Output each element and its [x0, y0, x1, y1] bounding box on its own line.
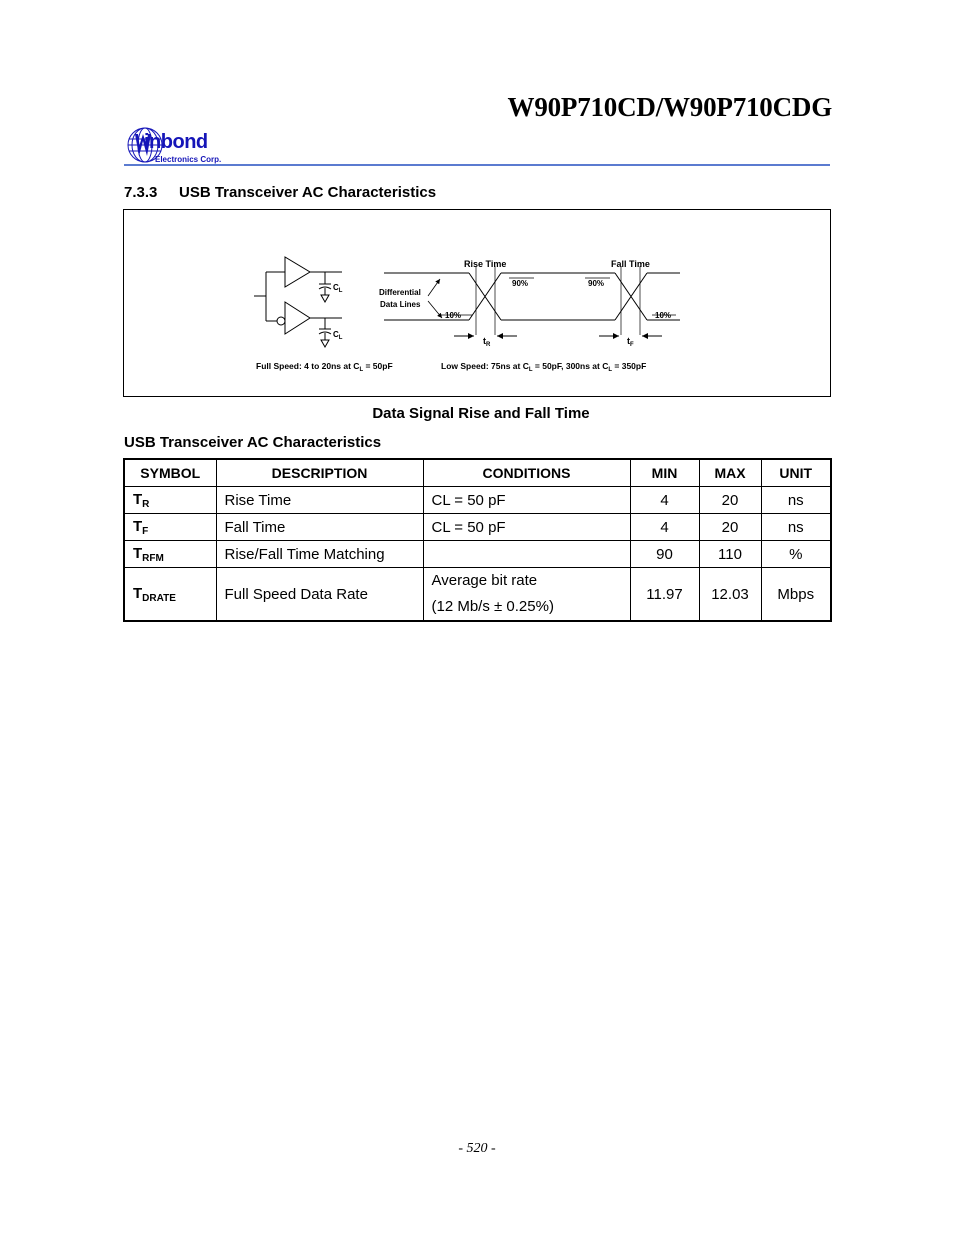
table-header-row [124, 459, 831, 487]
logo-wordmark: inbond [144, 131, 208, 153]
description-cell: Fall Time [216, 514, 423, 541]
table-row [124, 487, 831, 514]
waveform-lines [384, 273, 680, 320]
col-header-symbol: SYMBOL [124, 459, 216, 487]
conditions-cell: CL = 50 pF [423, 487, 630, 514]
cap-label-top: $C_L$ [333, 283, 343, 294]
min-cell: 90 [630, 541, 699, 568]
unit-cell: Mbps [761, 568, 831, 622]
tr-label: $t_R$ [483, 336, 491, 348]
unit-cell: % [761, 541, 831, 568]
col-header-description: DESCRIPTION [216, 459, 423, 487]
description-cell: Full Speed Data Rate [216, 568, 423, 622]
col-header-max: MAX [699, 459, 761, 487]
conditions-cell [423, 568, 630, 622]
symbol-cell: $T_{RFM}$ [124, 541, 216, 568]
description-cell: Rise Time [216, 487, 423, 514]
table-row [124, 568, 831, 622]
diff-lines-label-1: Differential [379, 288, 421, 297]
col-header-conditions: CONDITIONS [423, 459, 630, 487]
logo-subtitle: Electronics Corp. [155, 155, 222, 164]
fall-time-label: Fall Time [611, 259, 650, 269]
max-cell: 20 [699, 487, 761, 514]
min-cell: 4 [630, 487, 699, 514]
section-heading [124, 184, 436, 201]
symbol-cell: $T_R$ [124, 487, 216, 514]
max-cell: 20 [699, 514, 761, 541]
col-header-min: MIN [630, 459, 699, 487]
max-cell: 110 [699, 541, 761, 568]
diff-pointer-arrows [428, 279, 442, 318]
table-row [124, 541, 831, 568]
ac-characteristics-table [123, 458, 832, 622]
page-number: - 520 - [458, 1141, 496, 1156]
conditions-line-2: (12 Mb/s ± 0.25%) [431, 598, 554, 615]
conditions-cell [423, 541, 630, 568]
conditions-line-1: Average bit rate [431, 572, 538, 589]
unit-cell: ns [761, 514, 831, 541]
description-cell: Rise/Fall Time Matching [216, 541, 423, 568]
section-number: 7.3.3 [124, 184, 158, 201]
table-heading: USB Transceiver AC Characteristics [124, 434, 382, 451]
rise-time-label: Rise Time [464, 259, 507, 269]
cap-label-bottom: $C_L$ [333, 330, 343, 341]
full-speed-note: Full Speed: 4 to 20ns at $C_L = 50pF$ [256, 361, 393, 373]
fall-10-label: 10% [655, 311, 672, 320]
diff-lines-label-2: Data Lines [380, 300, 421, 309]
rise-90-label: 90% [512, 279, 529, 288]
section-title: USB Transceiver AC Characteristics [179, 184, 437, 201]
unit-cell: ns [761, 487, 831, 514]
symbol-cell: $T_F$ [124, 514, 216, 541]
col-header-unit: UNIT [761, 459, 831, 487]
document-title: W90P710CD/W90P710CDG [507, 92, 832, 122]
symbol-cell: $T_{DRATE}$ [124, 568, 216, 622]
figure-box [123, 209, 831, 397]
max-cell: 12.03 [699, 568, 761, 622]
rise-10-label: 10% [445, 311, 462, 320]
min-cell: 11.97 [630, 568, 699, 622]
tf-label: $t_F$ [627, 336, 634, 348]
fall-90-label: 90% [588, 279, 605, 288]
figure-caption: Data Signal Rise and Fall Time [372, 405, 590, 422]
threshold-markers [440, 266, 676, 335]
rise-fall-timing-diagram [124, 210, 830, 396]
conditions-cell: CL = 50 pF [423, 514, 630, 541]
low-speed-note: Low Speed: 75ns at $C_L = 50pF$, 300ns at $C_L = 350pF$ [441, 361, 647, 373]
header-rule [124, 164, 830, 166]
min-cell: 4 [630, 514, 699, 541]
table-row [124, 514, 831, 541]
transceiver-driver-circuit [254, 257, 342, 347]
